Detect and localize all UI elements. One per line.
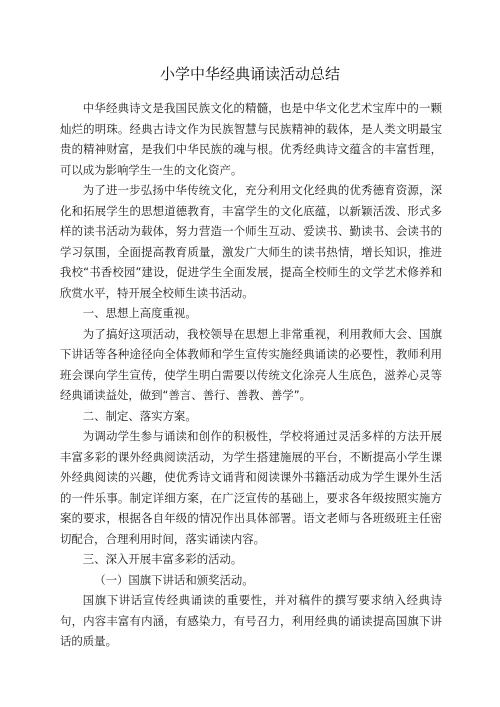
subsection-heading-1: （一）国旗下讲话和颁奖活动。 — [94, 572, 254, 587]
paragraph-section-2: 为调动学生参与诵读和创作的积极性，学校将通过灵活多样的方法开展丰富多彩的课外经典阅读活动，为学生搭建施展的平台，不断提高小学生课外经典阅读的兴趣，使优秀诗文诵背和阅读课外书籍活动成为学生课外生活的一件乐事。制定详细方案，在广泛宣传的基础上，要求各年级按照实施方案的要求，根据各自年级的情况作出具体部署。语文老师与各班级班主任密切配合，合理利用时间，落实诵读内容。 — [60, 429, 442, 546]
paragraph-subsection-1: 国旗下讲话宣传经典诵读的重要性，并对稿件的撰写要求纳入经典诗句，内容丰富有内涵，有感染力，有号召力，利用经典的诵读提高国旗下讲话的质量。 — [60, 593, 442, 648]
section-heading-1: 一、思想上高度重视。 — [82, 306, 197, 320]
paragraph-purpose: 为了进一步弘扬中华传统文化，充分利用文化经典的优秀德育资源，深化和拓展学生的思想道德教育，丰富学生的文化底蕴，以新颖活泼、形式多样的读书活动为载体，努力营造一个师生互动、爱读书、勤读书、会读书的学习氛围，全面提高教育质量，激发广大师生的读书热情，增长知识，推进我校“书香校园”建设，促进学生全面发展，提高全校师生的文学艺术修养和欣赏水平，特开展全校师生读书活动。 — [60, 183, 442, 300]
paragraph-intro: 中华经典诗文是我国民族文化的精髓，也是中华文化艺术宝库中的一颗灿烂的明珠。经典古诗文作为民族智慧与民族精神的载体，是人类文明最宝贵的精神财富，是我们中华民族的魂与根。优秀经典诗文蕴含的丰富哲理，可以成为影响学生一生的文化资产。 — [60, 101, 442, 177]
document-body — [60, 98, 442, 652]
section-heading-3: 三、深入开展丰富多彩的活动。 — [82, 552, 243, 566]
section-heading-2: 二、制定、落实方案。 — [82, 408, 197, 423]
document-title: 小学中华经典诵读活动总结 — [159, 65, 340, 83]
paragraph-section-1: 为了搞好这项活动，我校领导在思想上非常重视，利用教师大会、国旗下讲话等各种途径向全体教师和学生宣传实施经典诵读的必要性，教师利用班会课向学生宣传，使学生明白需要以传统文化涂亮人生底色，滋养心灵等经典诵读益处，做到“善言、善行、善教、善学”。 — [60, 326, 442, 402]
